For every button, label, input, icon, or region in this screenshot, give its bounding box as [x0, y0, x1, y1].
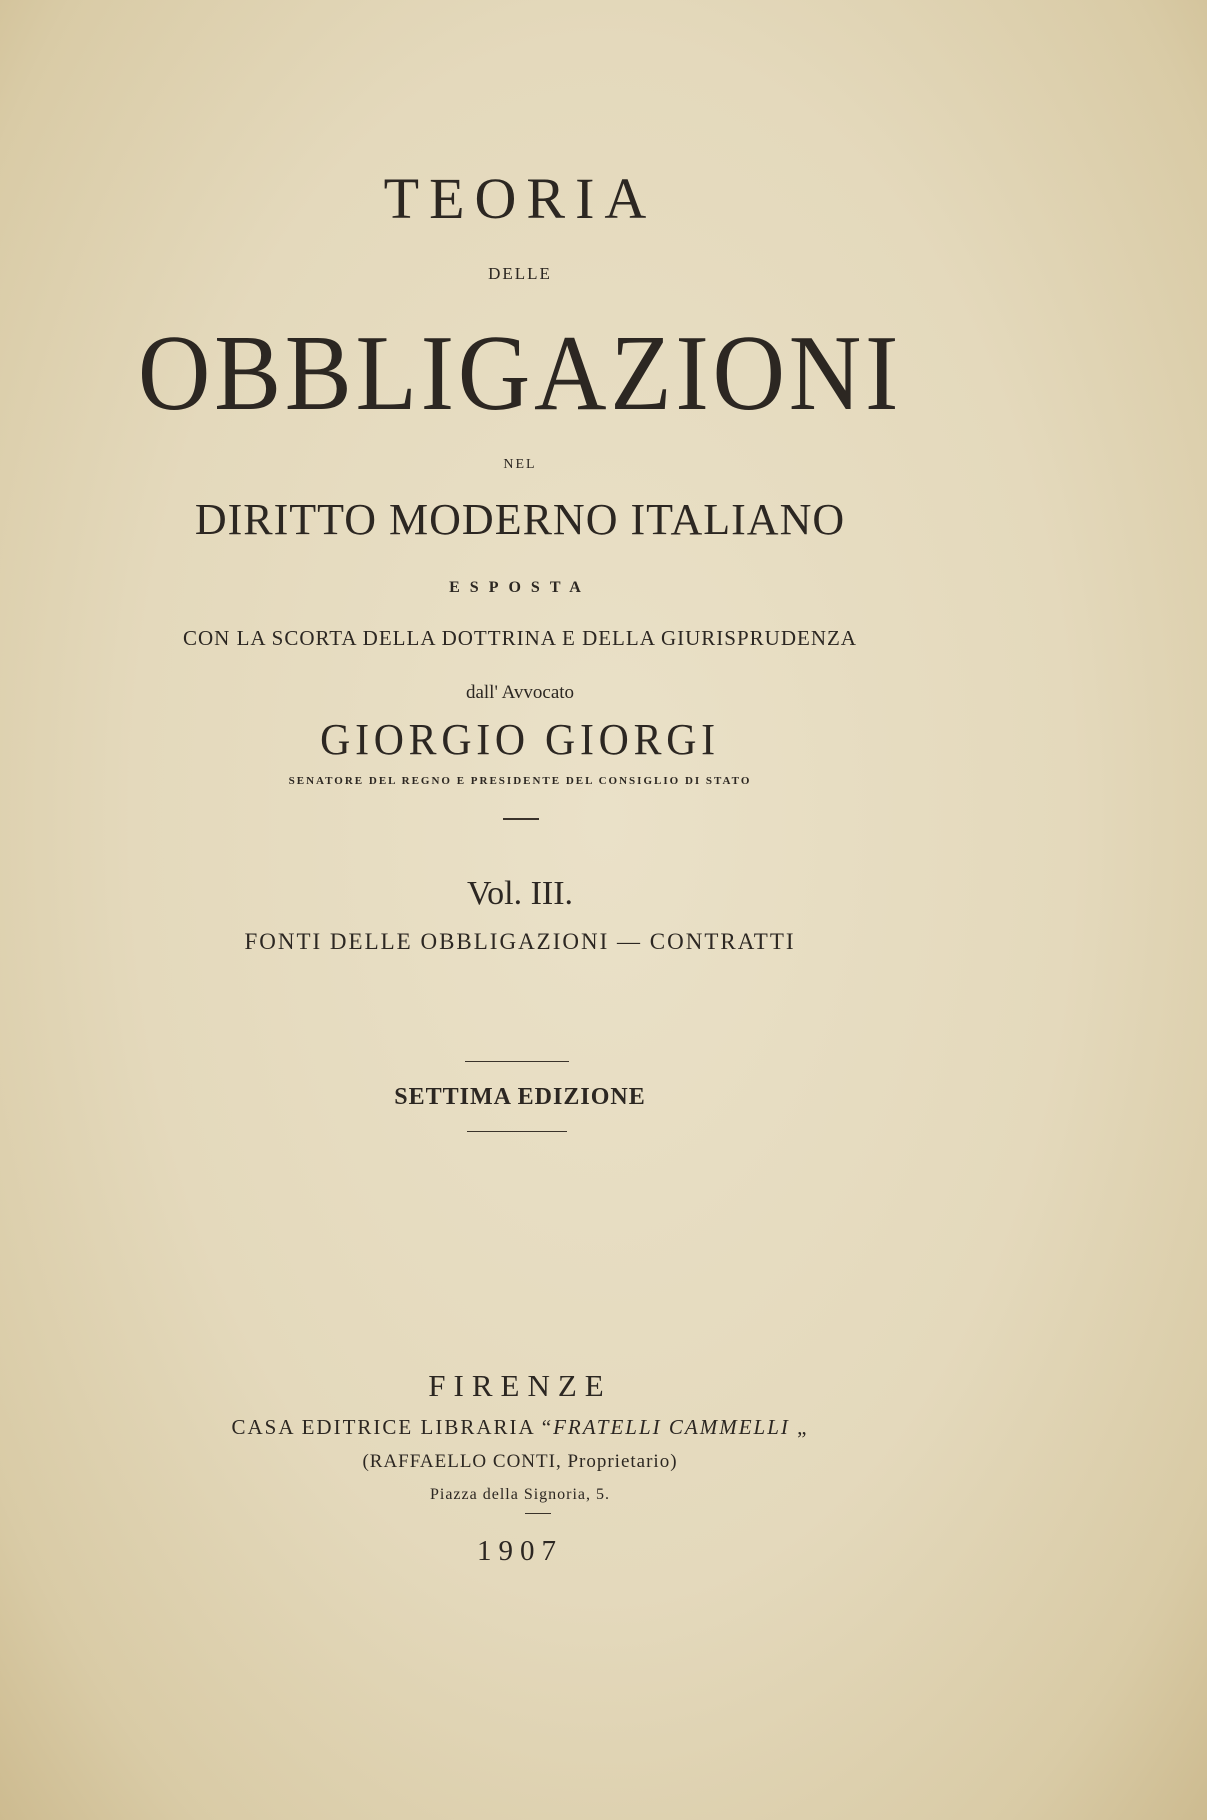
avvocato-label: dall' Avvocato	[465, 682, 575, 703]
imprint-year: 1907	[477, 1535, 563, 1567]
publisher-name: FRATELLI CAMMELLI	[553, 1415, 790, 1439]
main-title: OBBLIGAZIONI	[137, 314, 903, 433]
publisher-suffix: „	[789, 1415, 809, 1439]
imprint-city: FIRENZE	[428, 1368, 612, 1403]
divider-short	[503, 818, 539, 820]
author-title: SENATORE DEL REGNO E PRESIDENTE DEL CONSIGLIO DI STATO	[288, 775, 752, 787]
title-teoria: TEORIA	[383, 166, 657, 231]
esposta-label: ESPOSTA	[449, 579, 591, 596]
edition-label: SETTIMA EDIZIONE	[394, 1084, 646, 1110]
imprint-proprietor: (RAFFAELLO CONTI, Proprietario)	[362, 1451, 678, 1472]
subtitle: DIRITTO MODERNO ITALIANO	[194, 495, 846, 544]
divider-edition-bottom	[467, 1131, 567, 1132]
imprint-publisher	[0, 1417, 1040, 1438]
scorta-line: CON LA SCORTA DELLA DOTTRINA E DELLA GIURISPRUDENZA	[183, 626, 857, 650]
author-name: GIORGIO GIORGI	[320, 715, 720, 764]
publisher-prefix: CASA EDITRICE LIBRARIA “	[231, 1415, 554, 1439]
volume-subject: FONTI DELLE OBBLIGAZIONI — CONTRATTI	[244, 929, 796, 954]
connector-nel: NEL	[503, 457, 537, 472]
connector-delle: DELLE	[488, 264, 552, 283]
imprint-address: Piazza della Signoria, 5.	[429, 1486, 611, 1503]
divider-edition-top	[465, 1061, 569, 1062]
volume-number: Vol. III.	[466, 875, 574, 912]
divider-year	[525, 1513, 551, 1514]
